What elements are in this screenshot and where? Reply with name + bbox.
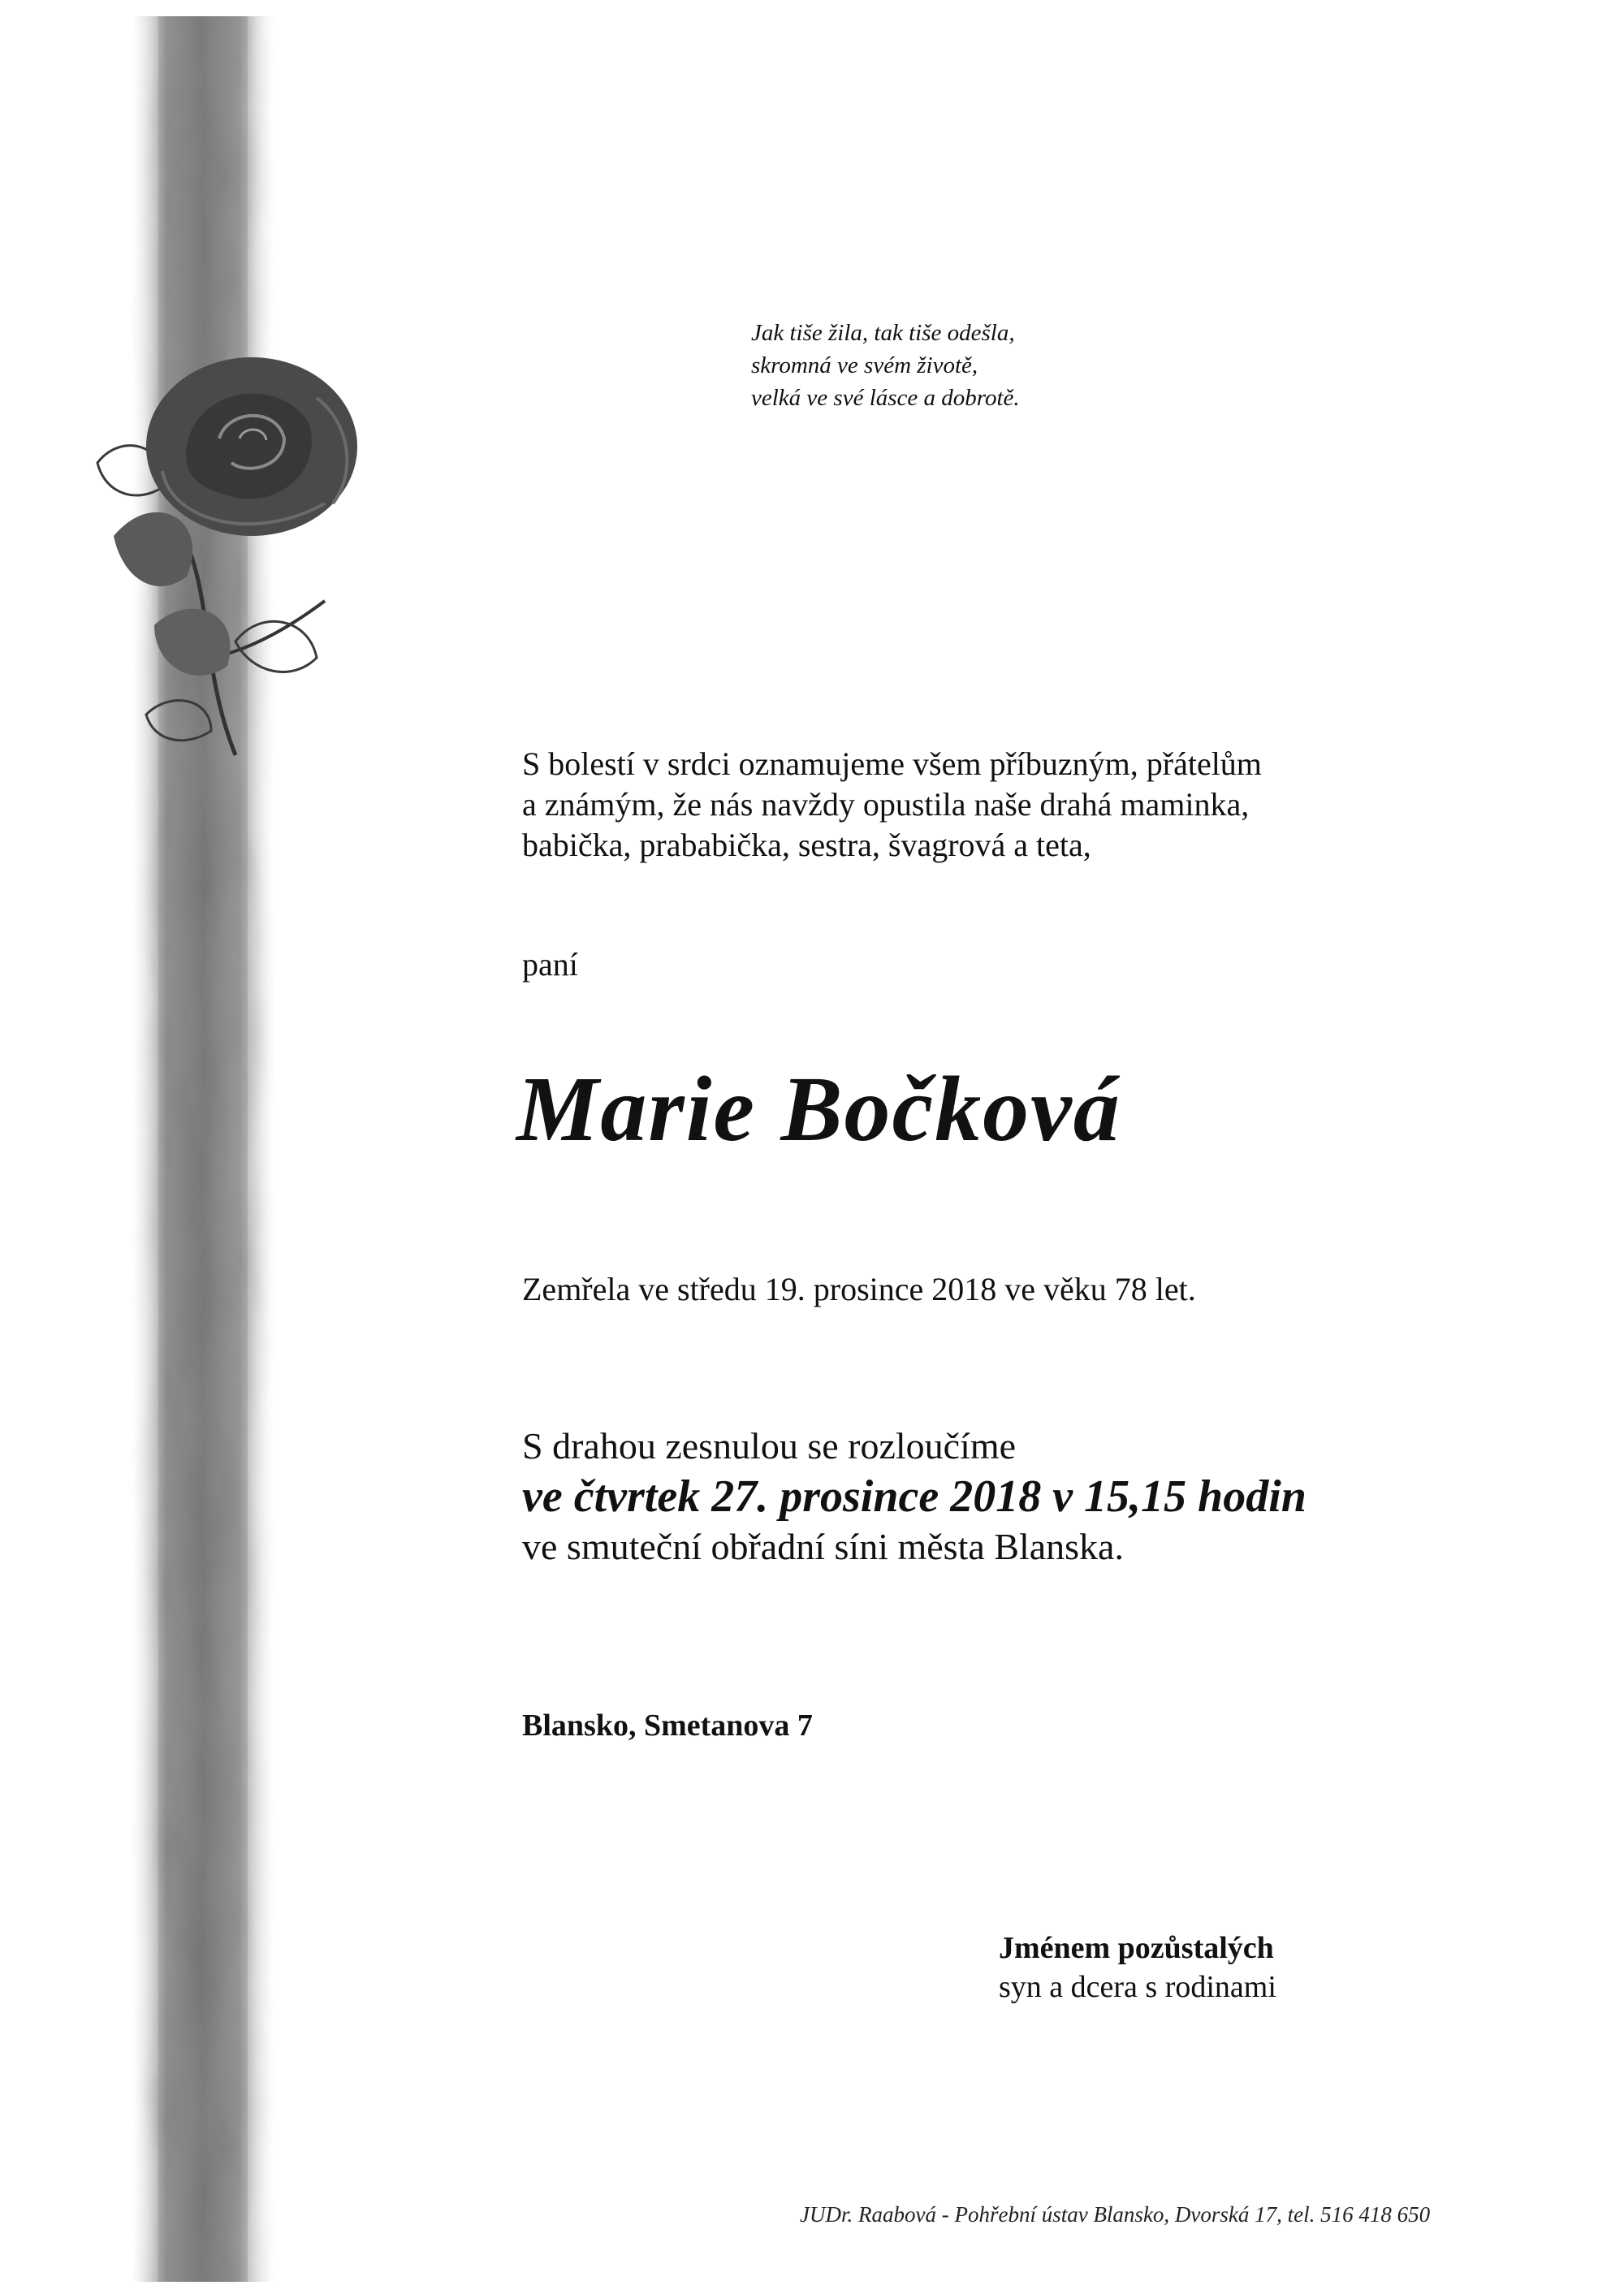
death-notice: Zemřela ve středu 19. prosince 2018 ve věku 78 let. xyxy=(522,1271,1196,1307)
rose-icon xyxy=(49,333,390,788)
signature xyxy=(999,1929,1276,2007)
motto-line: velká ve své lásce a dobrotě. xyxy=(751,385,1020,411)
motto-line: Jak tiše žila, tak tiše odešla, xyxy=(751,320,1015,346)
signature-heading: Jménem pozůstalých xyxy=(999,1931,1274,1965)
announcement-line: babička, prababička, sestra, švagrová a teta, xyxy=(522,827,1091,863)
farewell-intro: S drahou zesnulou se rozloučíme xyxy=(522,1425,1017,1467)
announcement-line: a známým, že nás navždy opustila naše drahá maminka, xyxy=(522,786,1250,823)
farewell-info xyxy=(522,1423,1537,1570)
honorific: paní xyxy=(522,946,578,983)
motto-line: skromná ve svém životě, xyxy=(751,352,978,378)
farewell-date-time: ve čtvrtek 27. prosince 2018 v 15,15 hodin xyxy=(522,1471,1307,1522)
funeral-home-footer: JUDr. Raabová - Pohřební ústav Blansko, Dvorská 17, tel. 516 418 650 xyxy=(800,2202,1431,2227)
farewell-place: ve smuteční obřadní síni města Blanska. xyxy=(522,1526,1124,1567)
family-address: Blansko, Smetanova 7 xyxy=(522,1709,813,1743)
motto xyxy=(751,317,1320,414)
announcement xyxy=(522,744,1497,866)
deceased-name: Marie Bočková xyxy=(516,1057,1121,1160)
announcement-line: S bolestí v srdci oznamujeme všem příbuzným, přátelům xyxy=(522,745,1262,782)
signature-names: syn a dcera s rodinami xyxy=(999,1970,1276,2004)
